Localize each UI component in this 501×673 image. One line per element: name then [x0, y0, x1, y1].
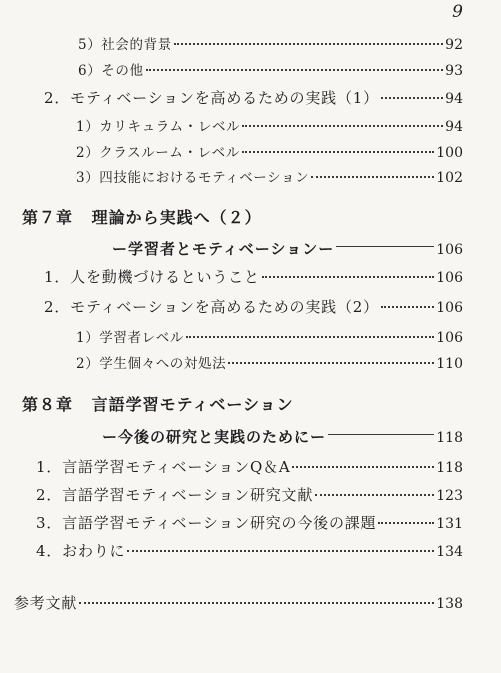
dot-leader — [378, 522, 434, 524]
dot-leader — [381, 97, 443, 99]
toc-entry-page: 102 — [436, 170, 463, 186]
toc-entry-page: 110 — [436, 356, 463, 372]
chapter-subtitle: ー今後の研究と実践のためにー — [102, 428, 327, 446]
toc-entry[interactable] — [78, 59, 463, 81]
toc-entry-page: 106 — [436, 242, 463, 258]
chapter-number: 第８章 — [22, 395, 74, 414]
toc-entry[interactable] — [76, 326, 463, 348]
toc-entry-label: 6）その他 — [78, 63, 144, 79]
toc-entry-label: 3．言語学習モティベーション研究の今後の課題 — [36, 514, 377, 532]
dot-leader — [228, 362, 434, 364]
dot-leader — [186, 336, 434, 338]
toc-entry-page: 106 — [436, 300, 463, 316]
dot-leader — [315, 494, 434, 496]
chapter-subtitle: ー学習者とモティベーションー — [112, 240, 335, 258]
dot-leader — [146, 69, 444, 71]
chapter-heading[interactable] — [22, 392, 294, 415]
toc-entry-page: 100 — [436, 145, 463, 161]
toc-entry[interactable] — [78, 33, 463, 55]
toc-entry-page: 94 — [445, 119, 463, 135]
toc-entry-label: 1）カリキュラム・レベル — [76, 119, 241, 135]
toc-entry-page: 131 — [436, 516, 463, 532]
toc-entry-label: 4．おわりに — [36, 542, 126, 560]
dot-leader — [242, 151, 434, 153]
toc-entry-page: 134 — [436, 544, 463, 560]
toc-entry-label: 1．人を動機づけるということ — [44, 268, 260, 286]
chapter-number: 第７章 — [22, 208, 74, 227]
rule-leader — [336, 246, 434, 247]
toc-entry[interactable] — [36, 512, 463, 534]
toc-entry-page: 92 — [445, 37, 463, 53]
toc-entry-page: 123 — [436, 488, 463, 504]
rule-leader — [328, 434, 434, 435]
dot-leader — [242, 125, 443, 127]
toc-entry-label: 2）学生個々への対処法 — [76, 356, 227, 372]
toc-entry-label: 参考文献 — [14, 594, 78, 612]
toc-entry-page: 138 — [436, 596, 463, 612]
chapter-title: 理論から実践へ（２） — [91, 208, 262, 227]
toc-entry-label: 3）四技能におけるモティベーション — [76, 170, 310, 186]
dot-leader — [292, 466, 434, 468]
toc-entry[interactable] — [76, 352, 463, 374]
toc-entry-label: 1．言語学習モティベーションQ＆A — [36, 458, 291, 476]
toc-entry-label: 2．モティベーションを高めるための実践（1） — [44, 89, 379, 107]
toc-entry-page: 118 — [436, 460, 463, 476]
toc-entry-page: 93 — [445, 63, 463, 79]
toc-entry-label: 5）社会的背景 — [78, 37, 172, 53]
chapter-title: 言語学習モティベーション — [91, 395, 294, 414]
chapter-subtitle-entry[interactable] — [102, 426, 463, 448]
dot-leader — [79, 602, 434, 604]
toc-entry[interactable] — [76, 141, 463, 163]
toc-entry[interactable] — [76, 166, 463, 188]
toc-entry[interactable] — [36, 540, 463, 562]
dot-leader — [262, 276, 435, 278]
page-number: 9 — [452, 2, 463, 22]
toc-entry-label: 2）クラスルーム・レベル — [76, 145, 240, 161]
dot-leader — [381, 306, 434, 308]
chapter-heading[interactable] — [22, 205, 262, 228]
toc-entry[interactable] — [44, 87, 463, 109]
toc-entry-label: 2．言語学習モティベーション研究文献 — [36, 486, 314, 504]
toc-entry-label: 2．モティベーションを高めるための実践（2） — [44, 298, 379, 316]
dot-leader — [311, 176, 434, 178]
toc-entry-references[interactable] — [14, 592, 463, 614]
dot-leader — [127, 550, 434, 552]
dot-leader — [174, 43, 443, 45]
chapter-subtitle-entry[interactable] — [112, 238, 463, 260]
toc-entry-page: 106 — [436, 270, 463, 286]
toc-entry[interactable] — [36, 484, 463, 506]
toc-entry[interactable] — [76, 115, 463, 137]
toc-entry[interactable] — [36, 456, 463, 478]
toc-entry-page: 118 — [436, 430, 463, 446]
toc-entry[interactable] — [44, 296, 463, 318]
toc-entry-page: 94 — [445, 91, 463, 107]
toc-entry-label: 1）学習者レベル — [76, 330, 184, 346]
toc-entry[interactable] — [44, 266, 463, 288]
toc-entry-page: 106 — [436, 330, 463, 346]
